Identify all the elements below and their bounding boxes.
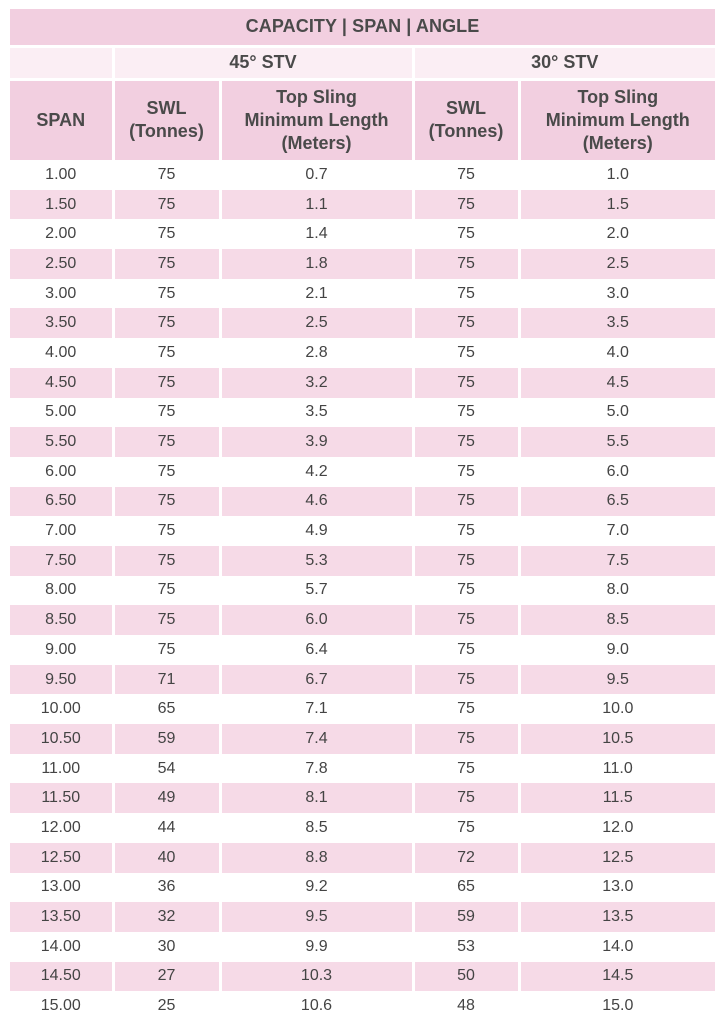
swl-30-cell: 75 xyxy=(413,516,519,546)
table-row xyxy=(10,457,715,487)
length-45-cell: 1.8 xyxy=(220,249,413,279)
span-cell: 11.50 xyxy=(10,783,113,813)
length-45-cell: 6.7 xyxy=(220,665,413,695)
swl-45-cell: 75 xyxy=(113,546,220,576)
length-30-cell: 5.0 xyxy=(519,398,715,428)
swl-45-cell: 75 xyxy=(113,635,220,665)
swl-45-cell: 75 xyxy=(113,605,220,635)
span-cell: 14.50 xyxy=(10,962,113,992)
length-45-cell: 4.9 xyxy=(220,516,413,546)
length-30-cell: 13.0 xyxy=(519,873,715,903)
span-cell: 4.50 xyxy=(10,368,113,398)
table-row xyxy=(10,932,715,962)
span-cell: 10.50 xyxy=(10,724,113,754)
swl-30-cell: 75 xyxy=(413,694,519,724)
swl-30-cell: 75 xyxy=(413,398,519,428)
capacity-span-angle-table xyxy=(10,9,715,1021)
swl-30-cell: 75 xyxy=(413,249,519,279)
table-row xyxy=(10,635,715,665)
table-row xyxy=(10,219,715,249)
length-30-cell: 1.5 xyxy=(519,190,715,220)
span-cell: 2.00 xyxy=(10,219,113,249)
table-row xyxy=(10,873,715,903)
swl-45-cell: 75 xyxy=(113,368,220,398)
length-45-cell: 8.8 xyxy=(220,843,413,873)
swl-45-cell: 40 xyxy=(113,843,220,873)
length-45-cell: 10.6 xyxy=(220,991,413,1021)
table-row xyxy=(10,427,715,457)
length-45-cell: 9.2 xyxy=(220,873,413,903)
length-45-cell: 9.5 xyxy=(220,902,413,932)
group-blank-cell xyxy=(10,46,113,79)
length-45-cell: 0.7 xyxy=(220,160,413,190)
swl-45-cell: 49 xyxy=(113,783,220,813)
table-row xyxy=(10,843,715,873)
span-cell: 2.50 xyxy=(10,249,113,279)
span-cell: 9.00 xyxy=(10,635,113,665)
swl-45-cell: 75 xyxy=(113,219,220,249)
length-45-cell: 2.5 xyxy=(220,308,413,338)
header-swl-45: SWL (Tonnes) xyxy=(113,79,220,160)
length-30-cell: 9.0 xyxy=(519,635,715,665)
swl-30-cell: 75 xyxy=(413,427,519,457)
length-45-cell: 7.1 xyxy=(220,694,413,724)
group-30-stv: 30° STV xyxy=(413,46,715,79)
table-row xyxy=(10,783,715,813)
length-45-cell: 10.3 xyxy=(220,962,413,992)
swl-30-cell: 75 xyxy=(413,813,519,843)
angle-group-row xyxy=(10,46,715,79)
header-length-30: Top Sling Minimum Length (Meters) xyxy=(519,79,715,160)
length-30-cell: 14.5 xyxy=(519,962,715,992)
table-row xyxy=(10,605,715,635)
length-30-cell: 14.0 xyxy=(519,932,715,962)
swl-45-cell: 71 xyxy=(113,665,220,695)
span-cell: 7.00 xyxy=(10,516,113,546)
length-30-cell: 3.0 xyxy=(519,279,715,309)
length-30-cell: 4.5 xyxy=(519,368,715,398)
swl-30-cell: 75 xyxy=(413,783,519,813)
table-row xyxy=(10,754,715,784)
length-30-cell: 11.0 xyxy=(519,754,715,784)
swl-30-cell: 75 xyxy=(413,279,519,309)
length-30-cell: 8.0 xyxy=(519,576,715,606)
length-45-cell: 2.1 xyxy=(220,279,413,309)
swl-30-cell: 75 xyxy=(413,635,519,665)
span-cell: 13.50 xyxy=(10,902,113,932)
length-45-cell: 3.9 xyxy=(220,427,413,457)
table-row xyxy=(10,665,715,695)
swl-30-cell: 75 xyxy=(413,724,519,754)
swl-30-cell: 72 xyxy=(413,843,519,873)
table-row xyxy=(10,516,715,546)
span-cell: 12.50 xyxy=(10,843,113,873)
length-45-cell: 8.5 xyxy=(220,813,413,843)
table-row xyxy=(10,249,715,279)
swl-30-cell: 75 xyxy=(413,368,519,398)
span-cell: 8.50 xyxy=(10,605,113,635)
span-cell: 3.50 xyxy=(10,308,113,338)
length-45-cell: 7.8 xyxy=(220,754,413,784)
table-row xyxy=(10,338,715,368)
length-45-cell: 2.8 xyxy=(220,338,413,368)
length-45-cell: 5.7 xyxy=(220,576,413,606)
length-45-cell: 4.6 xyxy=(220,487,413,517)
span-cell: 8.00 xyxy=(10,576,113,606)
length-30-cell: 10.5 xyxy=(519,724,715,754)
swl-30-cell: 59 xyxy=(413,902,519,932)
swl-30-cell: 75 xyxy=(413,190,519,220)
table-row xyxy=(10,962,715,992)
table-row xyxy=(10,279,715,309)
swl-45-cell: 75 xyxy=(113,338,220,368)
length-45-cell: 5.3 xyxy=(220,546,413,576)
header-length-45: Top Sling Minimum Length (Meters) xyxy=(220,79,413,160)
span-cell: 5.50 xyxy=(10,427,113,457)
swl-45-cell: 75 xyxy=(113,190,220,220)
span-cell: 13.00 xyxy=(10,873,113,903)
length-30-cell: 9.5 xyxy=(519,665,715,695)
length-45-cell: 3.2 xyxy=(220,368,413,398)
swl-45-cell: 75 xyxy=(113,249,220,279)
length-30-cell: 4.0 xyxy=(519,338,715,368)
length-30-cell: 2.0 xyxy=(519,219,715,249)
span-cell: 5.00 xyxy=(10,398,113,428)
swl-45-cell: 36 xyxy=(113,873,220,903)
span-cell: 14.00 xyxy=(10,932,113,962)
swl-45-cell: 75 xyxy=(113,576,220,606)
swl-45-cell: 75 xyxy=(113,398,220,428)
table-row xyxy=(10,991,715,1021)
table-row xyxy=(10,724,715,754)
length-30-cell: 10.0 xyxy=(519,694,715,724)
swl-45-cell: 27 xyxy=(113,962,220,992)
length-30-cell: 7.5 xyxy=(519,546,715,576)
table-row xyxy=(10,813,715,843)
column-header-row xyxy=(10,79,715,160)
length-30-cell: 3.5 xyxy=(519,308,715,338)
length-45-cell: 4.2 xyxy=(220,457,413,487)
swl-30-cell: 75 xyxy=(413,457,519,487)
swl-30-cell: 75 xyxy=(413,219,519,249)
swl-30-cell: 65 xyxy=(413,873,519,903)
length-30-cell: 15.0 xyxy=(519,991,715,1021)
length-30-cell: 12.0 xyxy=(519,813,715,843)
length-30-cell: 12.5 xyxy=(519,843,715,873)
table-row xyxy=(10,368,715,398)
table-row xyxy=(10,398,715,428)
swl-30-cell: 50 xyxy=(413,962,519,992)
table-row xyxy=(10,902,715,932)
swl-45-cell: 75 xyxy=(113,279,220,309)
span-cell: 1.00 xyxy=(10,160,113,190)
length-30-cell: 8.5 xyxy=(519,605,715,635)
swl-30-cell: 75 xyxy=(413,605,519,635)
swl-30-cell: 75 xyxy=(413,576,519,606)
swl-45-cell: 30 xyxy=(113,932,220,962)
length-45-cell: 8.1 xyxy=(220,783,413,813)
swl-45-cell: 75 xyxy=(113,457,220,487)
swl-30-cell: 75 xyxy=(413,487,519,517)
table-row xyxy=(10,694,715,724)
header-swl-30: SWL (Tonnes) xyxy=(413,79,519,160)
length-45-cell: 6.4 xyxy=(220,635,413,665)
swl-45-cell: 75 xyxy=(113,427,220,457)
length-30-cell: 11.5 xyxy=(519,783,715,813)
swl-30-cell: 75 xyxy=(413,338,519,368)
swl-45-cell: 75 xyxy=(113,516,220,546)
swl-45-cell: 75 xyxy=(113,160,220,190)
swl-30-cell: 75 xyxy=(413,546,519,576)
swl-45-cell: 32 xyxy=(113,902,220,932)
length-30-cell: 6.0 xyxy=(519,457,715,487)
table-body xyxy=(10,160,715,1021)
span-cell: 11.00 xyxy=(10,754,113,784)
swl-30-cell: 53 xyxy=(413,932,519,962)
length-45-cell: 6.0 xyxy=(220,605,413,635)
span-cell: 6.00 xyxy=(10,457,113,487)
span-cell: 1.50 xyxy=(10,190,113,220)
length-30-cell: 7.0 xyxy=(519,516,715,546)
length-30-cell: 5.5 xyxy=(519,427,715,457)
span-cell: 10.00 xyxy=(10,694,113,724)
swl-30-cell: 75 xyxy=(413,665,519,695)
swl-45-cell: 75 xyxy=(113,308,220,338)
table-title-row xyxy=(10,9,715,46)
capacity-table-container xyxy=(10,9,715,1021)
swl-30-cell: 48 xyxy=(413,991,519,1021)
table-row xyxy=(10,487,715,517)
length-45-cell: 7.4 xyxy=(220,724,413,754)
swl-45-cell: 75 xyxy=(113,487,220,517)
length-30-cell: 2.5 xyxy=(519,249,715,279)
swl-30-cell: 75 xyxy=(413,308,519,338)
length-45-cell: 1.4 xyxy=(220,219,413,249)
length-30-cell: 1.0 xyxy=(519,160,715,190)
swl-45-cell: 54 xyxy=(113,754,220,784)
table-row xyxy=(10,308,715,338)
length-45-cell: 9.9 xyxy=(220,932,413,962)
table-row xyxy=(10,160,715,190)
span-cell: 6.50 xyxy=(10,487,113,517)
length-30-cell: 13.5 xyxy=(519,902,715,932)
span-cell: 12.00 xyxy=(10,813,113,843)
length-45-cell: 1.1 xyxy=(220,190,413,220)
length-45-cell: 3.5 xyxy=(220,398,413,428)
header-span: SPAN xyxy=(10,79,113,160)
length-30-cell: 6.5 xyxy=(519,487,715,517)
group-45-stv: 45° STV xyxy=(113,46,413,79)
table-row xyxy=(10,190,715,220)
swl-45-cell: 25 xyxy=(113,991,220,1021)
span-cell: 9.50 xyxy=(10,665,113,695)
table-title: CAPACITY | SPAN | ANGLE xyxy=(10,9,715,46)
swl-45-cell: 65 xyxy=(113,694,220,724)
span-cell: 15.00 xyxy=(10,991,113,1021)
swl-30-cell: 75 xyxy=(413,160,519,190)
table-row xyxy=(10,576,715,606)
span-cell: 7.50 xyxy=(10,546,113,576)
swl-45-cell: 59 xyxy=(113,724,220,754)
swl-30-cell: 75 xyxy=(413,754,519,784)
span-cell: 4.00 xyxy=(10,338,113,368)
span-cell: 3.00 xyxy=(10,279,113,309)
table-row xyxy=(10,546,715,576)
swl-45-cell: 44 xyxy=(113,813,220,843)
